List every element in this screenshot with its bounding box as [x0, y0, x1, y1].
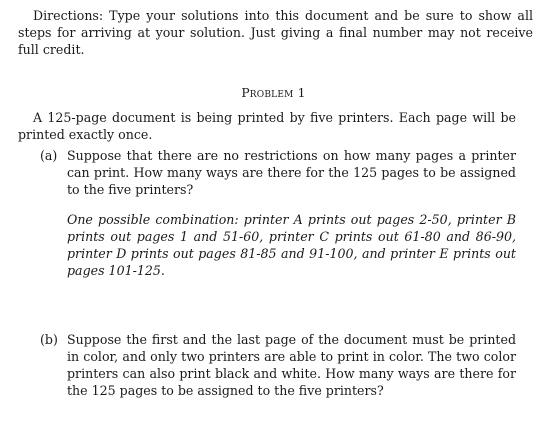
- part-a-question: Suppose that there are no restrictions on how many pages a printer can print. How many ways are there for the 125 pages to be assigned to the five printers?: [67, 148, 516, 197]
- part-a: [40, 147, 516, 198]
- part-a-label: (a): [40, 148, 58, 163]
- directions-text: Directions: Type your solutions into this document and be sure to show all steps for arriving at your solution. Just giving a final number may not receive full credit.: [18, 8, 533, 57]
- part-b-question: Suppose the first and the last page of the document must be printed in color, and only two printers are able to print in color. The two color printers can also print black and white. How many ways are there for the 125 pages to be assigned to the five printers?: [67, 332, 516, 398]
- part-b-label: (b): [40, 332, 58, 347]
- part-b: [40, 331, 516, 399]
- problem-intro: A 125-page document is being printed by five printers. Each page will be printed exactly once.: [18, 110, 516, 142]
- part-a-example: One possible combination: printer A prints out pages 2-50, printer B prints out pages 1 and 51-60, printer C prints out 61-80 and 86-90, printer D prints out pages 81-85 and 91-100, and printer E prints out pages 101-125.: [67, 212, 516, 278]
- problem-title: Problem 1: [241, 86, 306, 100]
